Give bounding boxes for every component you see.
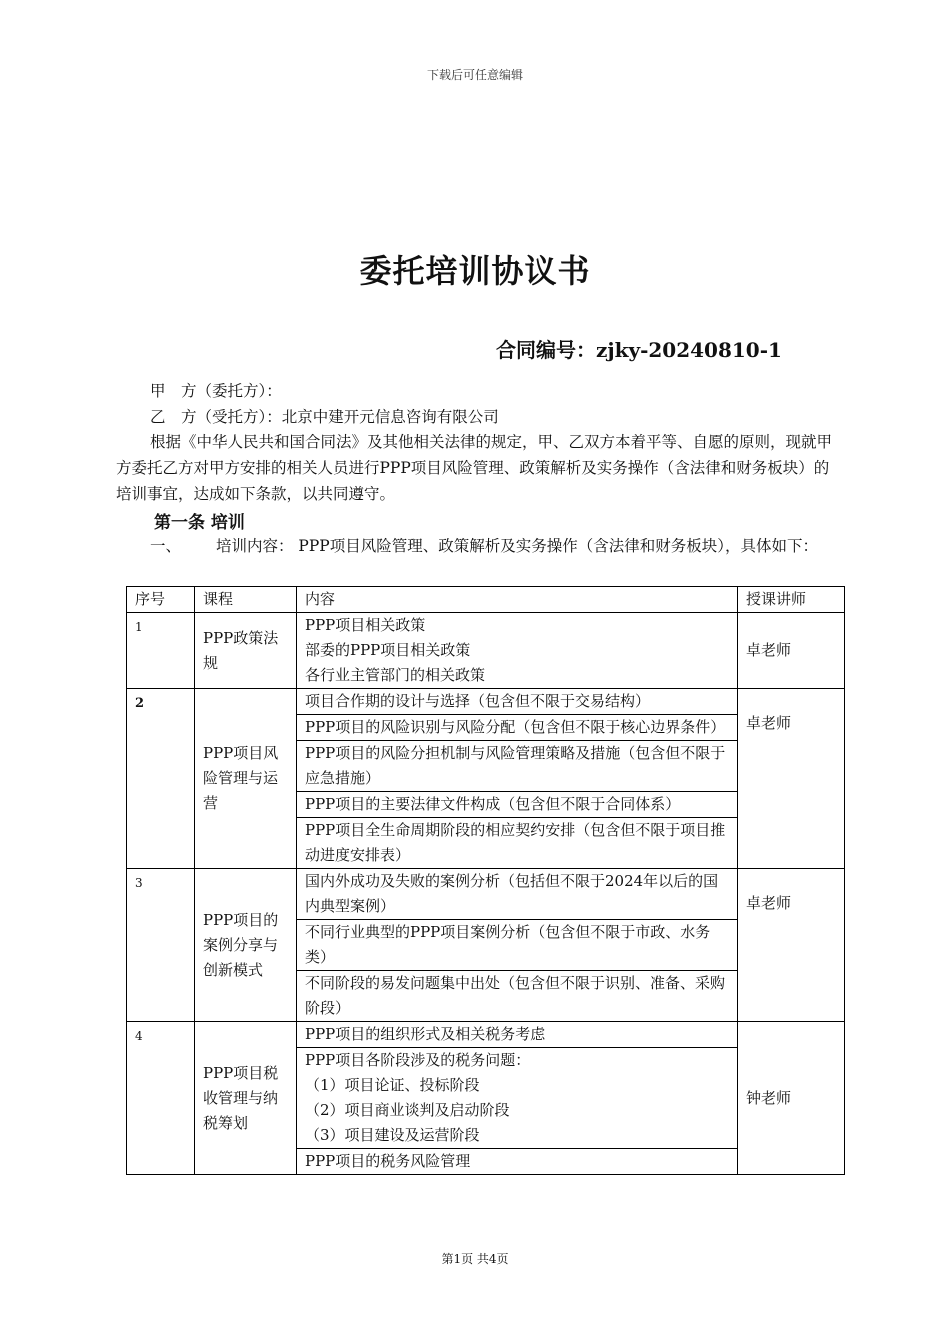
content-line: 项目合作期的设计与选择（包含但不限于交易结构）	[305, 692, 651, 710]
table-header-cell: 授课讲师	[738, 587, 845, 613]
content-line: （3）项目建设及运营阶段	[305, 1126, 480, 1144]
row-number: 3	[127, 869, 195, 1022]
document-title: 委托培训协议书	[359, 252, 591, 290]
teacher-name: 钟老师	[738, 1022, 845, 1175]
teacher-name: 卓老师	[738, 869, 845, 1022]
article-1-title: 第一条 培训	[154, 513, 245, 533]
row-number: 2	[127, 689, 195, 869]
content-item	[297, 1048, 737, 1149]
content-line: PPP项目的税务风险管理	[305, 1152, 471, 1170]
table-header-cell: 课程	[195, 587, 297, 613]
content-item	[297, 689, 737, 715]
header-note: 下载后可任意编辑	[426, 68, 523, 82]
teacher-name: 卓老师	[738, 613, 845, 689]
table-row	[127, 869, 845, 1022]
training-table	[126, 586, 845, 1175]
table-header-cell: 序号	[127, 587, 195, 613]
content-item	[297, 920, 737, 971]
content-cell	[297, 613, 738, 689]
content-item	[297, 741, 737, 792]
content-item	[297, 818, 737, 868]
course-name: PPP政策法规	[195, 613, 297, 689]
content-cell	[297, 869, 738, 1022]
item-1-number: 一、	[150, 537, 182, 555]
content-item	[297, 869, 737, 920]
content-line: PPP项目各阶段涉及的税务问题：	[305, 1051, 531, 1069]
content-item	[297, 613, 737, 688]
content-item	[297, 1149, 737, 1174]
content-line: PPP项目全生命周期阶段的相应契约安排（包含但不限于项目推动进度安排表）	[305, 821, 726, 864]
party-a: 甲 方（委托方）：	[150, 382, 282, 400]
content-line: 不同阶段的易发问题集中出处（包含但不限于识别、准备、采购阶段）	[305, 974, 726, 1017]
content-line: 国内外成功及失败的案例分析（包括但不限于2024年以后的国内典型案例）	[305, 872, 719, 915]
content-line: PPP项目的风险识别与风险分配（包含但不限于核心边界条件）	[305, 718, 726, 736]
content-item	[297, 715, 737, 741]
content-cell	[297, 1022, 738, 1175]
item-1	[116, 533, 844, 559]
row-number: 4	[127, 1022, 195, 1175]
content-line: （1）项目论证、投标阶段	[305, 1076, 480, 1094]
content-item	[297, 971, 737, 1021]
content-line: 各行业主管部门的相关政策	[305, 666, 486, 684]
contract-number: 合同编号：zjky-20240810-1	[496, 338, 782, 362]
table-header-row	[127, 587, 845, 613]
table-row	[127, 689, 845, 869]
content-line: 不同行业典型的PPP项目案例分析（包含但不限于市政、水务类）	[305, 923, 711, 966]
content-line: PPP项目的组织形式及相关税务考虑	[305, 1025, 546, 1043]
content-line: PPP项目相关政策	[305, 616, 426, 634]
teacher-name: 卓老师	[738, 689, 845, 869]
content-line: （2）项目商业谈判及启动阶段	[305, 1101, 510, 1119]
content-line: PPP项目的风险分担机制与风险管理策略及措施（包含但不限于应急措施）	[305, 744, 726, 787]
content-item	[297, 1022, 737, 1048]
item-1-text: 培训内容： PPP项目风险管理、政策解析及实务操作（含法律和财务板块），具体如下：	[216, 537, 818, 555]
row-number: 1	[127, 613, 195, 689]
course-name: PPP项目风险管理与运营	[195, 689, 297, 869]
party-b: 乙 方（受托方）：北京中建开元信息咨询有限公司	[150, 408, 499, 426]
course-name: PPP项目税收管理与纳税筹划	[195, 1022, 297, 1175]
content-line: 部委的PPP项目相关政策	[305, 641, 471, 659]
table-row	[127, 1022, 845, 1175]
table-row	[127, 613, 845, 689]
content-line: PPP项目的主要法律文件构成（包含但不限于合同体系）	[305, 795, 681, 813]
course-name: PPP项目的案例分享与创新模式	[195, 869, 297, 1022]
table-header-cell: 内容	[297, 587, 738, 613]
intro-paragraph: 根据《中华人民共和国合同法》及其他相关法律的规定，甲、乙双方本着平等、自愿的原则，现就甲方委托乙方对甲方安排的相关人员进行PPP项目风险管理、政策解析及实务操作（含法律和财务板块）的培训事宜，达成如下条款，以共同遵守。	[116, 433, 833, 503]
content-item	[297, 792, 737, 818]
page-footer: 第1页 共4页	[441, 1252, 509, 1266]
content-cell	[297, 689, 738, 869]
